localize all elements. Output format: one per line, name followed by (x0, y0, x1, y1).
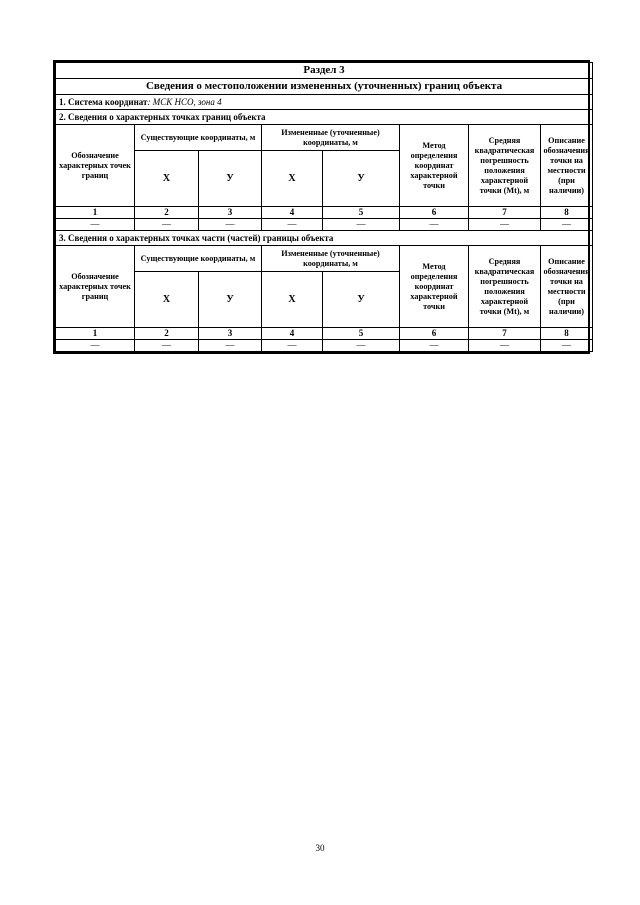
col-method: Метод определения координат характерной точки (400, 246, 469, 328)
col-existing-x: Х (135, 272, 199, 328)
empty-cell: — (323, 219, 400, 231)
empty-cell: — (262, 219, 323, 231)
col-existing-y: У (199, 272, 262, 328)
column-number: 8 (541, 207, 593, 219)
empty-cell: — (199, 219, 262, 231)
empty-cell: — (400, 340, 469, 352)
column-number: 1 (56, 328, 135, 340)
coord-system-value: : МСК НСО, зона 4 (147, 97, 222, 107)
empty-cell: — (262, 340, 323, 352)
col-changed-x: Х (262, 272, 323, 328)
empty-cell: — (541, 340, 593, 352)
column-number: 7 (469, 207, 541, 219)
empty-data-row (56, 219, 593, 231)
col-changed-y: У (323, 151, 400, 207)
section-title: Раздел 3 (56, 63, 593, 79)
column-number: 3 (199, 328, 262, 340)
section3-title: 3. Сведения о характерных точках части (частей) границы объекта (56, 231, 593, 246)
col-existing: Существующие координаты, м (135, 246, 262, 272)
col-changed: Измененные (уточненные) координаты, м (262, 246, 400, 272)
col-existing-y: У (199, 151, 262, 207)
empty-cell: — (199, 340, 262, 352)
section2-title: 2. Сведения о характерных точках границ объекта (56, 110, 593, 125)
col-changed: Измененные (уточненные) координаты, м (262, 125, 400, 151)
column-number-row (56, 328, 593, 340)
col-changed-x: Х (262, 151, 323, 207)
section-table (55, 62, 593, 352)
column-number: 8 (541, 328, 593, 340)
empty-cell: — (400, 219, 469, 231)
col-method: Метод определения координат характерной точки (400, 125, 469, 207)
column-number: 2 (135, 328, 199, 340)
column-number: 6 (400, 328, 469, 340)
col-designation: Обозначение характерных точек границ (56, 125, 135, 207)
column-number: 3 (199, 207, 262, 219)
empty-cell: — (56, 340, 135, 352)
empty-cell: — (56, 219, 135, 231)
empty-cell: — (135, 340, 199, 352)
col-existing: Существующие координаты, м (135, 125, 262, 151)
col-description: Описание обозначения точки на местности (при наличии) (541, 246, 593, 328)
empty-data-row (56, 340, 593, 352)
column-number: 2 (135, 207, 199, 219)
empty-cell: — (469, 219, 541, 231)
form-frame (53, 60, 590, 354)
empty-cell: — (323, 340, 400, 352)
column-number-row (56, 207, 593, 219)
empty-cell: — (469, 340, 541, 352)
col-designation: Обозначение характерных точек границ (56, 246, 135, 328)
coord-system-row (56, 95, 593, 110)
column-number: 5 (323, 328, 400, 340)
column-number: 5 (323, 207, 400, 219)
col-accuracy: Средняя квадратическая погрешность положения характерной точки (Mt), м (469, 125, 541, 207)
col-description: Описание обозначения точки на местности (при наличии) (541, 125, 593, 207)
column-number: 4 (262, 328, 323, 340)
column-number: 1 (56, 207, 135, 219)
column-number: 6 (400, 207, 469, 219)
column-number: 4 (262, 207, 323, 219)
coord-system-label: 1. Система координат (59, 97, 148, 107)
col-changed-y: У (323, 272, 400, 328)
empty-cell: — (541, 219, 593, 231)
empty-cell: — (135, 219, 199, 231)
col-accuracy: Средняя квадратическая погрешность положения характерной точки (Mt), м (469, 246, 541, 328)
column-number: 7 (469, 328, 541, 340)
page-number: 30 (315, 843, 325, 853)
section-subtitle: Сведения о местоположении измененных (уточненных) границ объекта (56, 79, 593, 95)
col-existing-x: Х (135, 151, 199, 207)
